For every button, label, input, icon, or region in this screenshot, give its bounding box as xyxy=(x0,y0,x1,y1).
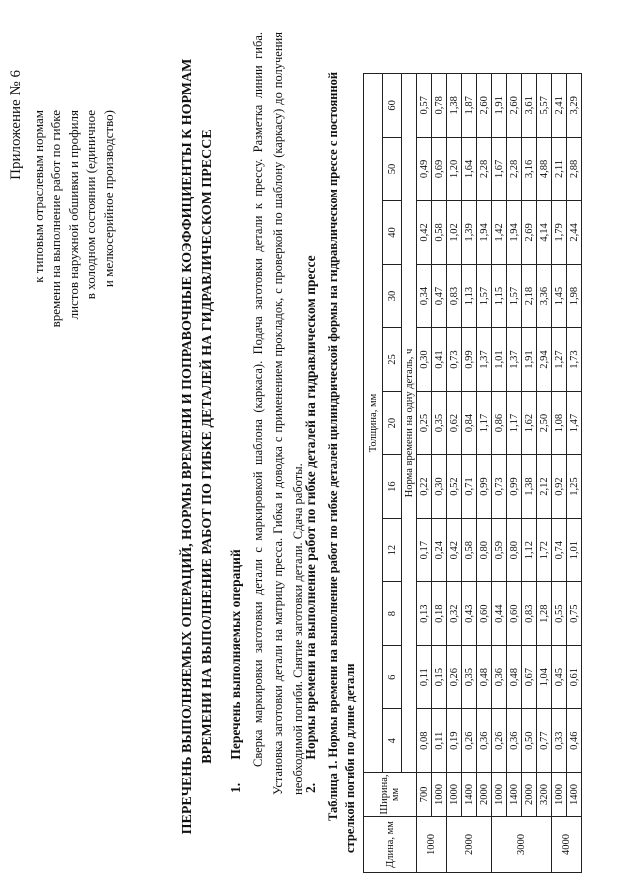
norm-value-cell: 0,30 xyxy=(432,455,447,519)
norm-value-cell: 0,15 xyxy=(432,645,447,709)
norm-value-cell: 0,71 xyxy=(462,455,477,519)
norm-value-cell: 0,47 xyxy=(432,264,447,328)
table-row xyxy=(567,74,582,873)
norm-value-cell: 0,73 xyxy=(492,455,507,519)
norm-value-cell: 0,80 xyxy=(507,518,522,582)
norm-value-cell: 0,77 xyxy=(537,709,552,773)
norm-value-cell: 0,52 xyxy=(447,455,462,519)
norm-value-cell: 0,80 xyxy=(477,518,492,582)
norm-value-cell: 0,60 xyxy=(477,582,492,646)
width-cell: 2000 xyxy=(522,773,537,817)
norm-value-cell: 1,27 xyxy=(552,328,567,392)
norm-value-cell: 1,12 xyxy=(522,518,537,582)
norm-value-cell: 0,78 xyxy=(432,74,447,138)
table-row xyxy=(417,74,432,873)
appendix-line: к типовым отраслевым нормам xyxy=(30,110,46,283)
norm-value-cell: 1,57 xyxy=(507,264,522,328)
document-title xyxy=(178,0,218,893)
width-header: Ширина, мм xyxy=(364,773,417,817)
norm-value-cell: 0,30 xyxy=(417,328,432,392)
norm-value-cell: 1,01 xyxy=(492,328,507,392)
table-row xyxy=(477,74,492,873)
section-title: Перечень выполняемых операций xyxy=(228,549,243,760)
norm-value-cell: 0,99 xyxy=(462,328,477,392)
title-line: ПЕРЕЧЕНЬ ВЫПОЛНЯЕМЫХ ОПЕРАЦИЙ, НОРМЫ ВРЕМЕНИ И ПОПРАВОЧНЫЕ КОЭФФИЦИЕНТЫ К НОРМАМ xyxy=(180,58,195,835)
norm-value-cell: 1,73 xyxy=(567,328,582,392)
norm-value-cell: 1,25 xyxy=(567,455,582,519)
length-cell: 1000 xyxy=(417,817,447,873)
norm-value-cell: 0,48 xyxy=(477,645,492,709)
norm-value-cell: 0,35 xyxy=(462,645,477,709)
norm-value-cell: 0,26 xyxy=(462,709,477,773)
norm-value-cell: 0,60 xyxy=(507,582,522,646)
norm-value-cell: 0,73 xyxy=(447,328,462,392)
width-cell: 700 xyxy=(417,773,432,817)
norm-value-cell: 0,55 xyxy=(552,582,567,646)
section-title: Нормы времени на выполнение работ по гибке деталей на гидравлическом прессе xyxy=(303,255,318,760)
norm-value-cell: 1,98 xyxy=(567,264,582,328)
section-number: 1. xyxy=(228,782,243,793)
width-cell: 2000 xyxy=(477,773,492,817)
norm-value-cell: 1,91 xyxy=(522,328,537,392)
thickness-cell: 50 xyxy=(383,137,402,201)
norm-value-cell: 0,13 xyxy=(417,582,432,646)
length-header: Длина, мм xyxy=(364,817,417,873)
norm-value-cell: 0,84 xyxy=(462,391,477,455)
norm-value-cell: 4,14 xyxy=(537,201,552,265)
norm-value-cell: 0,32 xyxy=(447,582,462,646)
table-row xyxy=(492,74,507,873)
operations-paragraph: Сверка маркировки заготовки детали с маркировкой шаблона (каркаса). Подача заготовки детали к прессу. Разметка линии гиба. Установка заготовки детали на матрицу пресса. Гибка и доводка с применением прокладок, с проверкой по шаблону (каркасу) до получения необходимой погиби. Снятие заготовки детали. Сдача работы. xyxy=(251,32,305,795)
norm-value-cell: 0,75 xyxy=(567,582,582,646)
norm-value-cell: 0,36 xyxy=(492,645,507,709)
table-row xyxy=(447,74,462,873)
appendix-header xyxy=(8,70,117,370)
norm-value-cell: 2,41 xyxy=(552,74,567,138)
norm-value-cell: 0,26 xyxy=(447,645,462,709)
norm-value-cell: 0,59 xyxy=(492,518,507,582)
norm-value-cell: 0,22 xyxy=(417,455,432,519)
norm-value-cell: 1,37 xyxy=(477,328,492,392)
thickness-row xyxy=(383,74,402,873)
width-cell: 1000 xyxy=(492,773,507,817)
norm-value-cell: 0,36 xyxy=(507,709,522,773)
norm-value-cell: 0,42 xyxy=(417,201,432,265)
norm-value-cell: 2,60 xyxy=(477,74,492,138)
norm-value-cell: 1,28 xyxy=(537,582,552,646)
table-row xyxy=(522,74,537,873)
norm-value-cell: 1,37 xyxy=(507,328,522,392)
norm-value-cell: 0,86 xyxy=(492,391,507,455)
thickness-cell: 12 xyxy=(383,518,402,582)
norm-value-cell: 1,08 xyxy=(552,391,567,455)
thickness-cell: 20 xyxy=(383,391,402,455)
norm-value-cell: 2,18 xyxy=(522,264,537,328)
thickness-cell: 25 xyxy=(383,328,402,392)
width-cell: 3200 xyxy=(537,773,552,817)
norm-value-cell: 0,50 xyxy=(522,709,537,773)
section-number: 2. xyxy=(303,782,318,793)
norm-value-cell: 1,62 xyxy=(522,391,537,455)
norm-value-cell: 0,58 xyxy=(432,201,447,265)
norm-value-cell: 3,16 xyxy=(522,137,537,201)
appendix-line: и мелкосерийное производство) xyxy=(100,110,116,288)
title-line: ВРЕМЕНИ НА ВЫПОЛНЕНИЕ РАБОТ ПО ГИБКЕ ДЕТАЛЕЙ НА ГИДРАВЛИЧЕСКОМ ПРЕССЕ xyxy=(200,129,215,764)
norm-value-cell: 0,19 xyxy=(447,709,462,773)
norm-value-cell: 1,94 xyxy=(477,201,492,265)
norm-value-cell: 0,83 xyxy=(522,582,537,646)
norm-value-cell: 1,01 xyxy=(567,518,582,582)
section-1-heading xyxy=(228,549,244,793)
norm-value-cell: 0,99 xyxy=(507,455,522,519)
thickness-cell: 40 xyxy=(383,201,402,265)
norm-value-cell: 0,49 xyxy=(417,137,432,201)
norm-value-cell: 0,43 xyxy=(462,582,477,646)
norm-value-cell: 0,42 xyxy=(447,518,462,582)
width-cell: 1000 xyxy=(432,773,447,817)
norm-value-cell: 0,92 xyxy=(552,455,567,519)
norm-value-cell: 0,58 xyxy=(462,518,477,582)
norm-value-cell: 1,45 xyxy=(552,264,567,328)
norm-value-cell: 0,44 xyxy=(492,582,507,646)
norm-value-cell: 1,91 xyxy=(492,74,507,138)
norm-value-cell: 0,36 xyxy=(477,709,492,773)
thickness-cell: 30 xyxy=(383,264,402,328)
thickness-cell: 8 xyxy=(383,582,402,646)
norm-value-cell: 0,17 xyxy=(417,518,432,582)
norm-value-cell: 0,57 xyxy=(417,74,432,138)
norm-value-cell: 1,04 xyxy=(537,645,552,709)
norm-value-cell: 1,87 xyxy=(462,74,477,138)
norm-value-cell: 1,17 xyxy=(477,391,492,455)
norm-value-cell: 4,88 xyxy=(537,137,552,201)
norm-value-cell: 1,38 xyxy=(522,455,537,519)
norm-value-cell: 1,94 xyxy=(507,201,522,265)
appendix-number: Приложение № 6 xyxy=(8,70,24,180)
norm-value-cell: 0,26 xyxy=(492,709,507,773)
norm-value-cell: 1,02 xyxy=(447,201,462,265)
appendix-line: времени на выполнение работ по гибке xyxy=(48,110,63,328)
thickness-cell: 4 xyxy=(383,709,402,773)
norms-table xyxy=(363,73,582,873)
norm-value-cell: 1,64 xyxy=(462,137,477,201)
norm-value-cell: 0,45 xyxy=(552,645,567,709)
norm-value-cell: 1,17 xyxy=(507,391,522,455)
norm-value-cell: 1,47 xyxy=(567,391,582,455)
norm-value-cell: 0,83 xyxy=(447,264,462,328)
table-row xyxy=(507,74,522,873)
norm-value-cell: 0,74 xyxy=(552,518,567,582)
norm-value-cell: 1,72 xyxy=(537,518,552,582)
table-row xyxy=(552,74,567,873)
table-body xyxy=(417,74,582,873)
norm-value-cell: 3,36 xyxy=(537,264,552,328)
thickness-cell: 16 xyxy=(383,455,402,519)
norm-value-cell: 3,61 xyxy=(522,74,537,138)
norm-value-cell: 0,46 xyxy=(567,709,582,773)
norm-value-cell: 0,61 xyxy=(567,645,582,709)
norm-value-cell: 5,57 xyxy=(537,74,552,138)
norm-value-cell: 1,79 xyxy=(552,201,567,265)
norm-value-cell: 2,88 xyxy=(567,137,582,201)
norm-value-cell: 2,11 xyxy=(552,137,567,201)
thickness-cell: 60 xyxy=(383,74,402,138)
norm-value-cell: 1,39 xyxy=(462,201,477,265)
norm-value-cell: 2,12 xyxy=(537,455,552,519)
norm-value-cell: 2,28 xyxy=(477,137,492,201)
width-cell: 1400 xyxy=(507,773,522,817)
norm-value-cell: 0,18 xyxy=(432,582,447,646)
norm-value-cell: 1,15 xyxy=(492,264,507,328)
norm-value-cell: 0,24 xyxy=(432,518,447,582)
norm-value-cell: 0,11 xyxy=(432,709,447,773)
norm-value-cell: 0,41 xyxy=(432,328,447,392)
norm-value-cell: 1,42 xyxy=(492,201,507,265)
norm-value-cell: 2,28 xyxy=(507,137,522,201)
norm-value-cell: 2,50 xyxy=(537,391,552,455)
norm-value-cell: 0,25 xyxy=(417,391,432,455)
section-2-heading xyxy=(303,255,319,793)
width-cell: 1400 xyxy=(462,773,477,817)
norm-value-cell: 1,13 xyxy=(462,264,477,328)
norm-value-cell: 0,08 xyxy=(417,709,432,773)
norm-value-cell: 0,34 xyxy=(417,264,432,328)
width-cell: 1000 xyxy=(447,773,462,817)
width-cell: 1400 xyxy=(567,773,582,817)
norm-value-cell: 2,94 xyxy=(537,328,552,392)
norm-value-cell: 1,38 xyxy=(447,74,462,138)
appendix-line: в холодном состоянии (единичное xyxy=(83,110,98,300)
thickness-cell: 6 xyxy=(383,645,402,709)
appendix-line: листов наружной обшивки и профиля xyxy=(65,110,81,320)
norm-value-cell: 0,62 xyxy=(447,391,462,455)
norm-value-cell: 1,67 xyxy=(492,137,507,201)
norm-value-cell: 2,60 xyxy=(507,74,522,138)
length-cell: 4000 xyxy=(552,817,582,873)
norm-label: Норма времени на одну деталь, ч xyxy=(402,74,417,773)
norm-value-cell: 0,48 xyxy=(507,645,522,709)
norm-value-cell: 1,57 xyxy=(477,264,492,328)
table-caption: Таблица 1. Нормы времени на выполнение работ по гибке деталей цилиндрической формы на гидравлическом прессе с постоянной стрелкой погиби по длине детали xyxy=(326,71,357,853)
norm-value-cell: 3,29 xyxy=(567,74,582,138)
table-row xyxy=(462,74,477,873)
width-cell: 1000 xyxy=(552,773,567,817)
table-row xyxy=(537,74,552,873)
thickness-header: Толщина, мм xyxy=(364,74,383,773)
norm-value-cell: 0,99 xyxy=(477,455,492,519)
norm-value-cell: 0,35 xyxy=(432,391,447,455)
norm-value-cell: 0,67 xyxy=(522,645,537,709)
norm-value-cell: 0,69 xyxy=(432,137,447,201)
norm-value-cell: 0,33 xyxy=(552,709,567,773)
length-cell: 2000 xyxy=(447,817,492,873)
norm-value-cell: 0,11 xyxy=(417,645,432,709)
length-cell: 3000 xyxy=(492,817,552,873)
norm-value-cell: 1,20 xyxy=(447,137,462,201)
table-row xyxy=(432,74,447,873)
norm-value-cell: 2,69 xyxy=(522,201,537,265)
norm-value-cell: 2,44 xyxy=(567,201,582,265)
